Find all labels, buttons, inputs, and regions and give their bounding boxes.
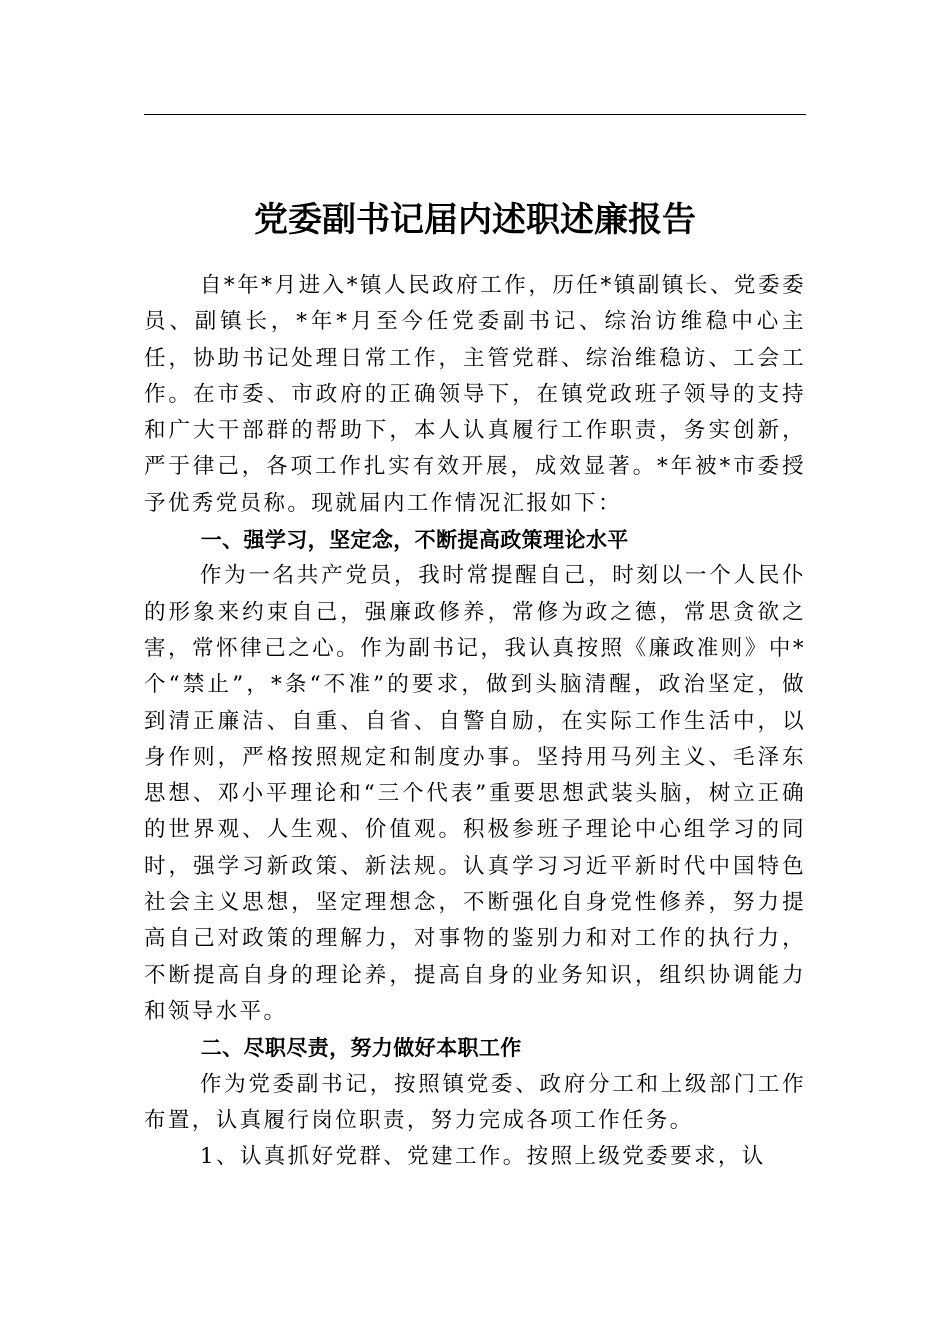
document-title: 党委副书记届内述职述廉报告 <box>254 199 696 240</box>
header-rule <box>144 114 806 115</box>
section-2-paragraph: 作为党委副书记，按照镇党委、政府分工和上级部门工作布置，认真履行岗位职责，努力完成各项工作任务。 <box>144 1071 806 1133</box>
section-1-heading: 一、强学习，坚定念，不断提高政策理论水平 <box>200 528 629 553</box>
document-body <box>144 268 806 1175</box>
section-2-item-1: 1、认真抓好党群、党建工作。按照上级党委要求，认 <box>199 1144 766 1170</box>
section-1-paragraph: 作为一名共产党员，我时常提醒自己，时刻以一个人民仆的形象来约束自己，强廉政修养，常修为政之德，常思贪欲之害，常怀律己之心。作为副书记，我认真按照《廉政准则》中*个“禁止”，*条“不准”的要求，做到头脑清醒，政治坚定，做到清正廉洁、自重、自省、自警自励，在实际工作生活中，以身作则，严格按照规定和制度办事。坚持用马列主义、毛泽东思想、邓小平理论和“三个代表”重要思想武装头脑，树立正确的世界观、人生观、价值观。积极参班子理论中心组学习的同时，强学习新政策、新法规。认真学习习近平新时代中国特色社会主义思想，坚定理想念，不断强化自身党性修养，努力提高自己对政策的理解力，对事物的鉴别力和对工作的执行力，不断提高自身的理论养，提高自身的业务知识，组织协调能力和领导水平。 <box>144 563 806 1024</box>
section-2-heading: 二、尽职尽责，努力做好本职工作 <box>200 1036 522 1061</box>
intro-paragraph: 自*年*月进入*镇人民政府工作，历任*镇副镇长、党委委员、副镇长，*年*月至今任党委副书记、综治访维稳中心主任，协助书记处理日常工作，主管党群、综治维稳访、工会工作。在市委、市政府的正确领导下，在镇党政班子领导的支持和广大干部群的帮助下，本人认真履行工作职责，务实创新，严于律己，各项工作扎实有效开展，成效显著。*年被*市委授予优秀党员称。现就届内工作情况汇报如下： <box>144 273 806 516</box>
